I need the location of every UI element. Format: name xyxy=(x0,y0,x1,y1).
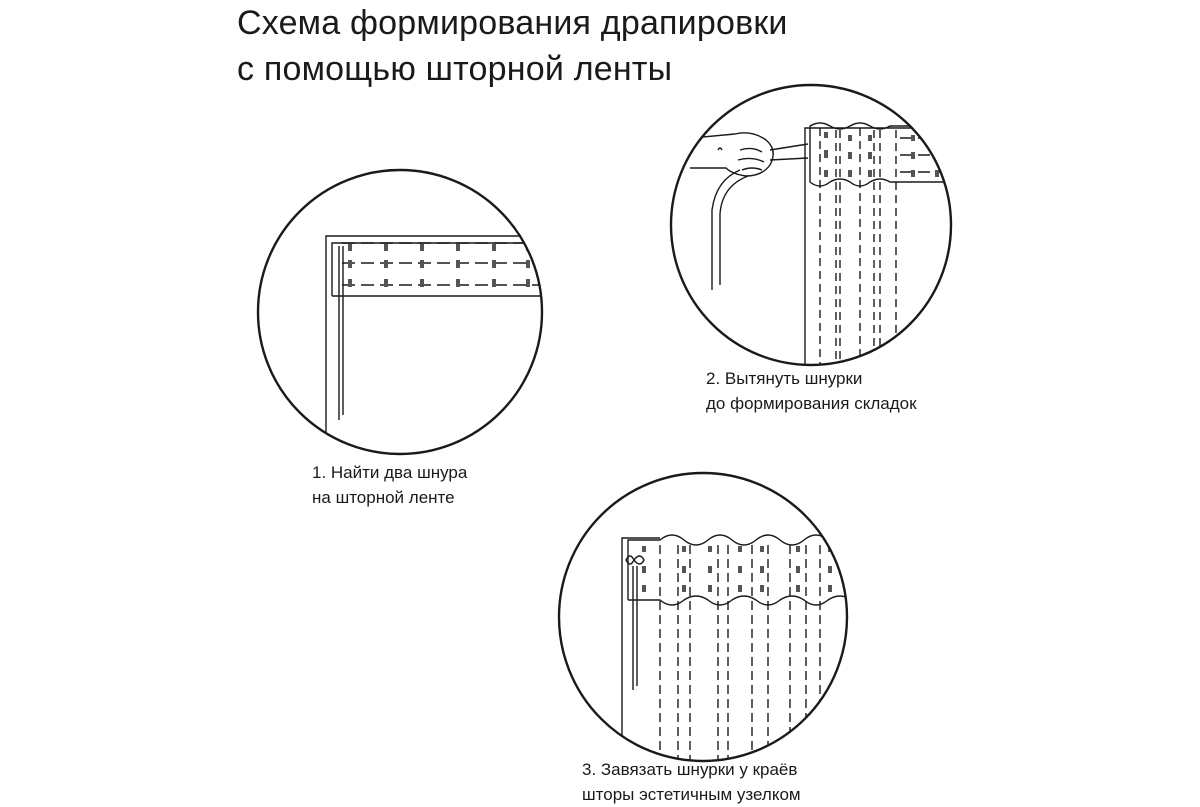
fold-lines xyxy=(660,545,820,770)
step-3-circle xyxy=(559,473,847,761)
diagram-title-line-2: с помощью шторной ленты xyxy=(237,50,673,88)
fold-lines xyxy=(820,128,896,370)
step-1-illustration xyxy=(258,170,560,460)
step-2-caption-line-1: 2. Вытянуть шнурки xyxy=(706,369,863,388)
tape-pockets xyxy=(350,244,528,287)
step-1-caption xyxy=(312,460,467,510)
gathered-tape-bottom xyxy=(810,179,960,186)
step-2-caption-line-2: до формирования складок xyxy=(706,394,917,413)
tape-pockets xyxy=(644,546,830,592)
knotted-cord-ends xyxy=(633,566,637,690)
step-3-illustration xyxy=(559,473,852,770)
gathered-tape-bottom xyxy=(628,596,852,605)
curtain-edge xyxy=(326,236,560,460)
step-3-caption-line-2: шторы эстетичным узелком xyxy=(582,785,801,804)
step-3-caption-line-1: 3. Завязать шнурки у краёв xyxy=(582,760,798,779)
hand-wrinkle xyxy=(718,148,722,150)
curtain-tape xyxy=(332,243,540,296)
step-1-caption-line-2: на шторной ленте xyxy=(312,488,455,507)
step-2-circle xyxy=(671,85,951,365)
hanging-cord-loop xyxy=(712,170,748,290)
tape-cords xyxy=(900,138,960,172)
pulled-cord-top xyxy=(770,144,808,150)
step-1-circle xyxy=(258,170,542,454)
step-2-illustration xyxy=(670,85,960,370)
diagram-title-line-1: Схема формирования драпировки xyxy=(237,4,788,42)
pulling-arm xyxy=(670,133,773,176)
tape-cords xyxy=(342,243,540,285)
step-2-caption xyxy=(706,366,917,416)
hand-fingers xyxy=(738,148,764,170)
step-1-caption-line-1: 1. Найти два шнура xyxy=(312,463,468,482)
pulled-cord-bottom xyxy=(770,158,808,160)
